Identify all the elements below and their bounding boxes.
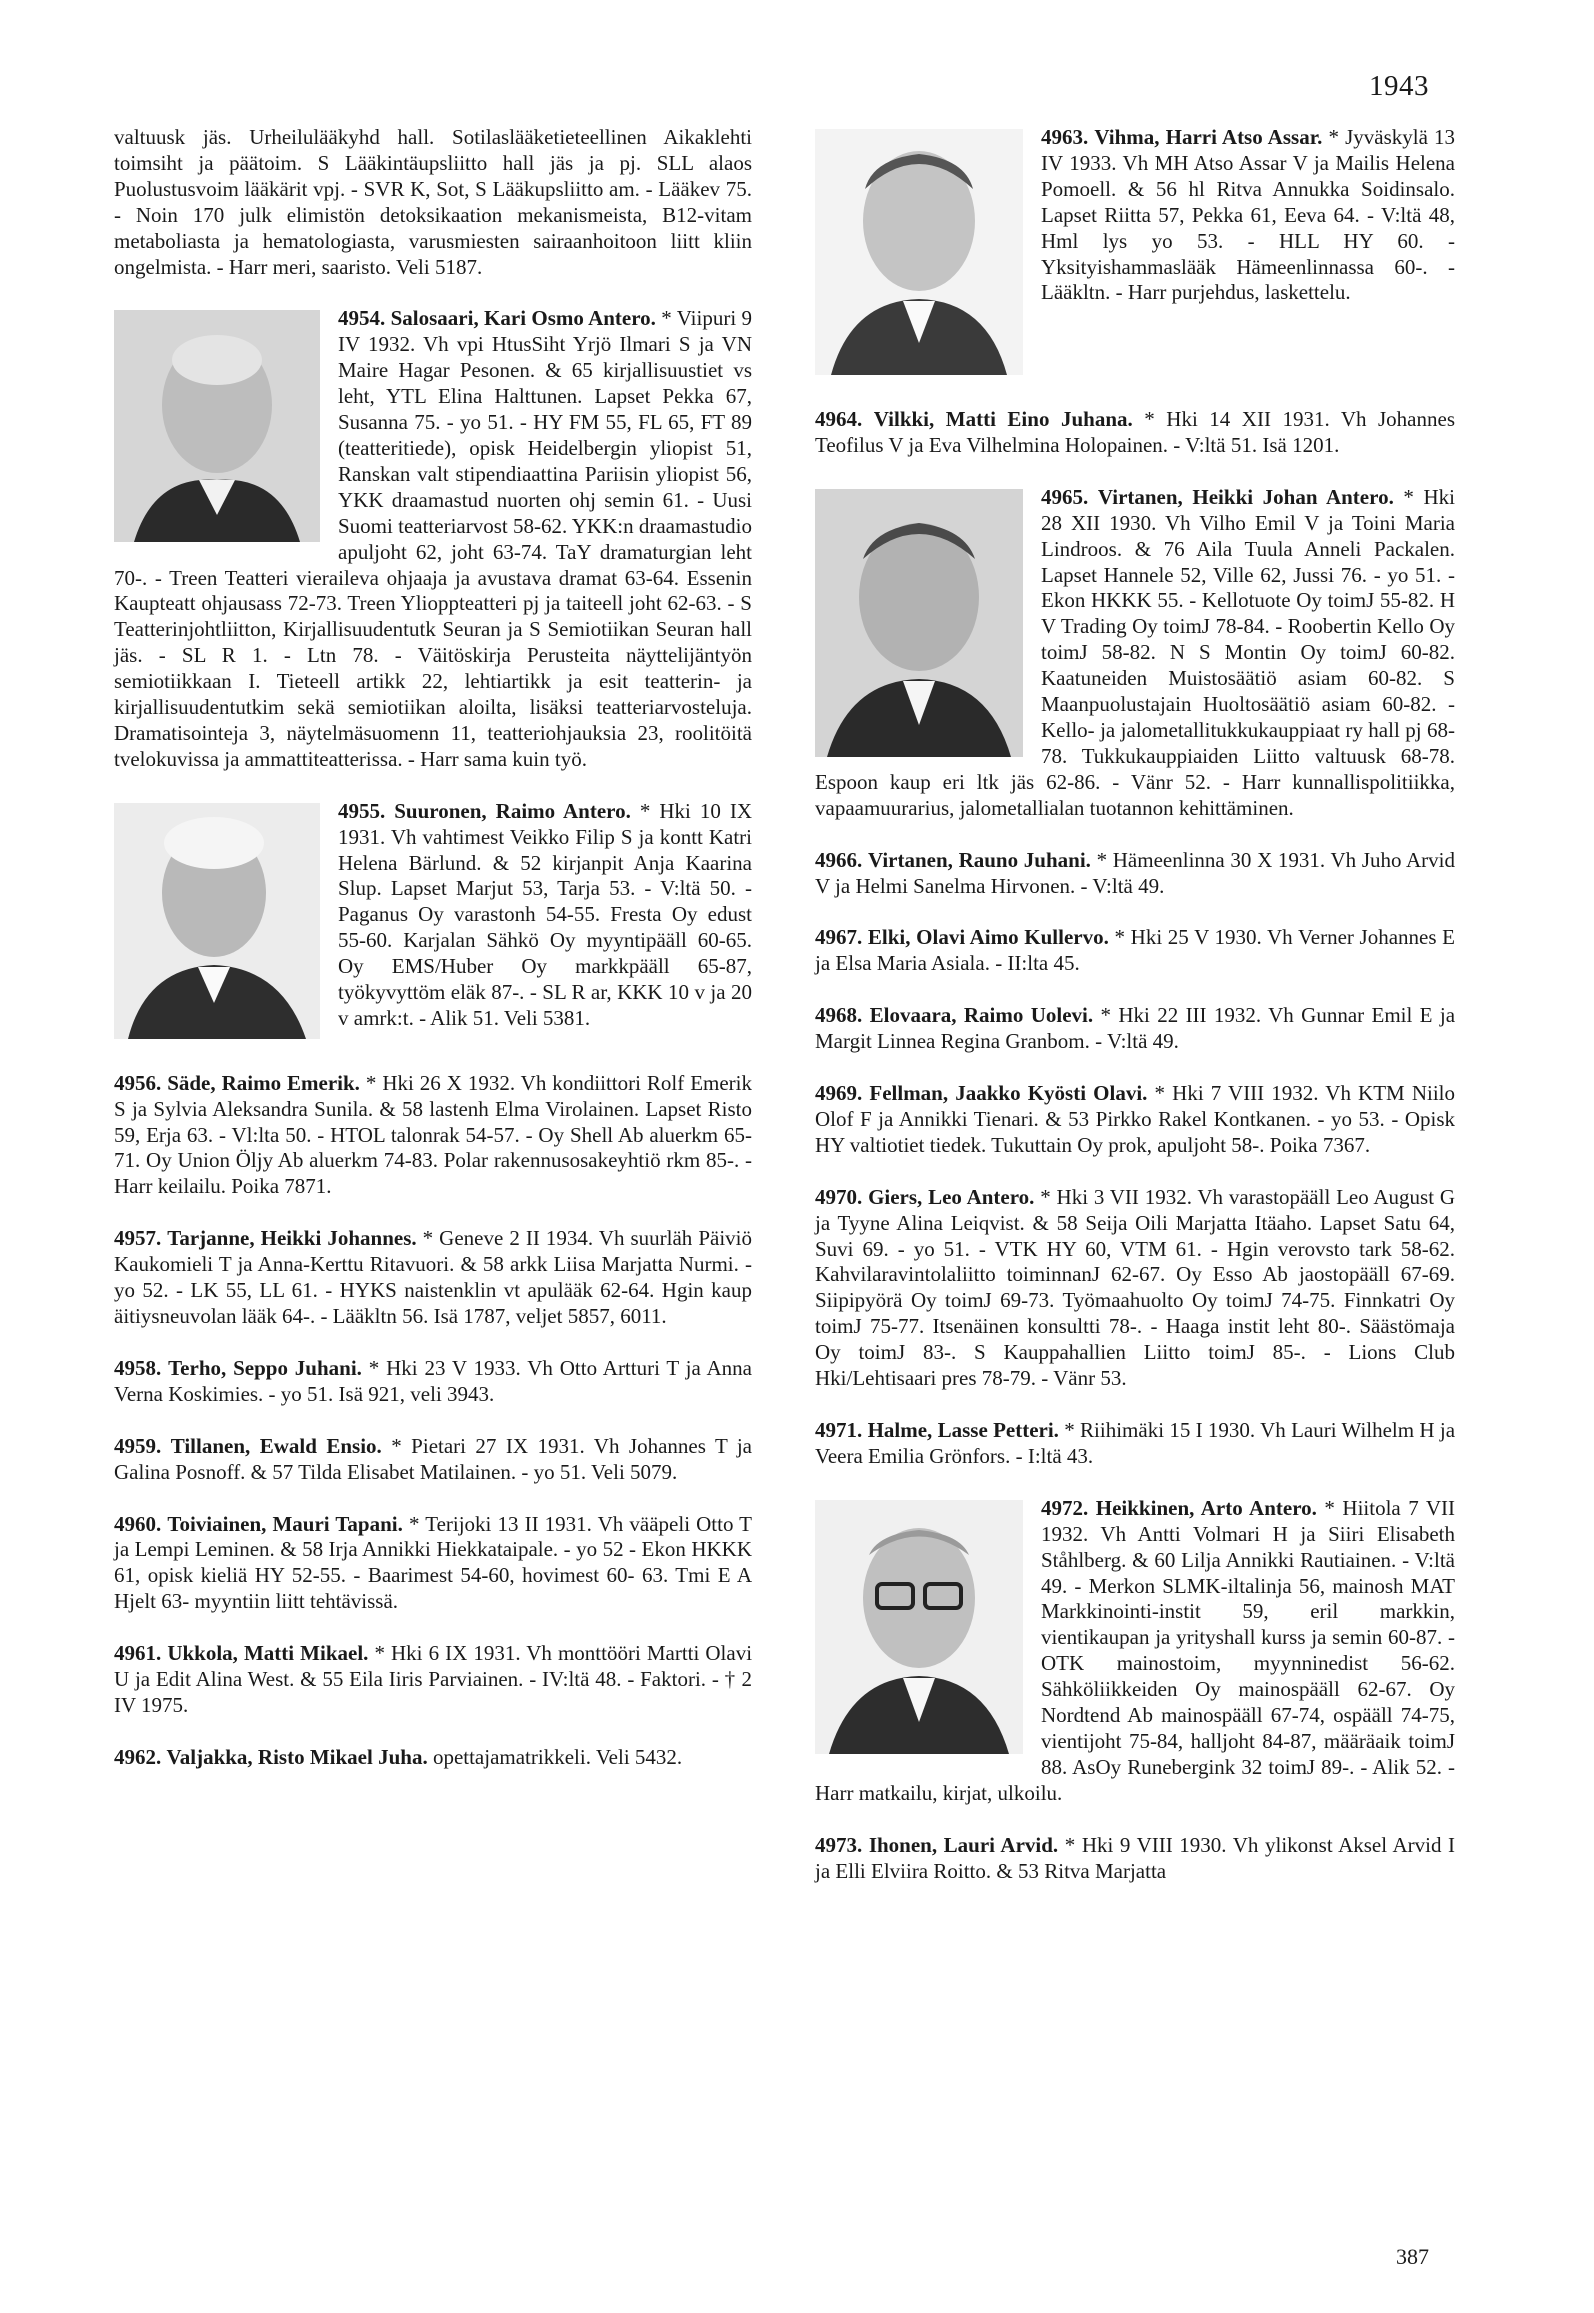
portrait-image [815, 129, 1023, 375]
portrait-photo [114, 310, 320, 542]
entry-4967: 4967. Elki, Olavi Aimo Kullervo. * Hki 25 V 1930. Vh Verner Johannes E ja Elsa Maria Asiala. - II:lta 45. [815, 925, 1456, 976]
entry-number: 4955. [338, 798, 386, 823]
portrait-image [114, 803, 320, 1039]
portrait-photo [815, 129, 1023, 375]
entry-4957: 4957. Tarjanne, Heikki Johannes. * Geneve 2 II 1934. Vh suurläh Päiviö Kaukomieli T ja Anna-Kerttu Ritavuori. & 58 arkk Liisa Marjatta Nurmi. - yo 52. - LK 55, LL 61. - HYKS naistenklin vt apulääk 62-64. Hgin kaup äitiysneuvolan lääk 64-. - Lääkltn 56. Isä 1787, veljet 5857, 6011. [114, 1226, 752, 1328]
entry-4968: 4968. Elovaara, Raimo Uolevi. * Hki 22 III 1932. Vh Gunnar Emil E ja Margit Linnea Regina Granbom. - V:ltä 49. [815, 1003, 1456, 1054]
entry-name: Suuronen, Raimo Antero. [394, 798, 631, 823]
entry-body: * Hiitola 7 VII 1932. Vh Antti Volmari H ja Siiri Elisabeth Ståhlberg. & 60 Lilja Annikki Rautiainen. - V:ltä 49. - Merkon SLMK-iltalinja 56, mainosh MAT Markkinointi-instit 59, eril markkin, vientikaupan ja yrityshall kurss ja semin 60-87. - OTK mainostoim, myynninedist 56-62. Sähköliikkeiden Oy mainospääll 62-67. Oy Nordtend Ab mainospääll 67-74, ospääll 74-75, vientijoht 75-84, halljoht 84-87, määräaik toimJ 88. AsOy Runebergink 32 toimJ 89-. - Alik 52. - Harr matkailu, kirjat, ulkoilu. [815, 1495, 1456, 1805]
entry-name: Virtanen, Heikki Johan Antero. [1097, 484, 1394, 509]
entry-body: * Jyväskylä 13 IV 1933. Vh MH Atso Assar V ja Mailis Helena Pomoell. & 56 hl Ritva Annukka Soidinsalo. Lapset Riitta 57, Pekka 61, Eeva 64. - V:ltä 48, Hml lys yo 53. - HLL HY 60. - Yksityishammaslääk Hämeenlinnassa 60-. - Lääkltn. - Harr purjehdus, laskettelu. [1041, 125, 1456, 305]
entry-4972 [815, 1496, 1455, 1807]
entry-4971: 4971. Halme, Lasse Petteri. * Riihimäki 15 I 1930. Vh Lauri Wilhelm H ja Veera Emilia Grönfors. - I:ltä 43. [815, 1418, 1456, 1468]
entry-4970: 4970. Giers, Leo Antero. * Hki 3 VII 1932. Vh varastopääll Leo August G ja Tyyne Alina Leiqvist. & 58 Seija Oili Marjatta Itäaho. Lapset Satu 64, Suvi 69. - yo 51. - VTK HY 60, VTM 61. - Hgin verovsto tark 58-62. Kahvilaravintolaliitto toiminnanJ 62-67. Oy Esso Ab jaostopääll 67-69. Siipipyörä Oy toimJ 69-73. Työmaahuolto Oy toimJ 74-75. Finnkatri Oy toimJ 75-77. Itsenäinen konsultti 78-. - Haaga instit leht 80-. Säästömaja Oy toimJ 83-. S Kauppahallien Liitto toimJ 85-. - Lions Club Hki/Lehtisaari pres 78-79. - Vänr 53. [815, 1184, 1456, 1391]
entry-number: 4965. [1041, 484, 1089, 509]
entry-4959: 4959. Tillanen, Ewald Ensio. * Pietari 27 IX 1931. Vh Johannes T ja Galina Posnoff. & 57 Tilda Elisabet Matilainen. - yo 51. Veli 5079. [114, 1433, 752, 1484]
right-column [815, 125, 1455, 1911]
portrait-image [114, 310, 320, 542]
entry-number: 4954. [338, 306, 386, 331]
portrait-image [815, 1500, 1023, 1754]
entry-4969: 4969. Fellman, Jaakko Kyösti Olavi. * Hki 7 VIII 1932. Vh KTM Niilo Olof F ja Annikki Tienari. & 53 Pirkko Rakel Kontkanen. - yo 53. - Opisk HY valtiotiet tiedek. Tukuttain Oy prok, apuljoht 58-. Poika 7367. [815, 1081, 1456, 1157]
entry-4965 [815, 485, 1455, 822]
portrait-photo [815, 1500, 1023, 1754]
entry-continuation: valtuusk jäs. Urheilulääkyhd hall. Sotilaslääketieteellinen Aikaklehti toimsiht ja päätoim. S Lääkintäupsliitto hall jäs ja pj. SLL alaos Puolustusvoim lääkärit vpj. - SVR K, Sot, S Lääkupsliitto am. - Lääkev 75. - Noin 170 julk elimistön detoksikaation mekanismeista, B12-vitam metaboliasta ja hematologiasta, varusmiesten sairaanhoitoon liitt kliin ongelmista. - Harr meri, saaristo. Veli 5187. [114, 125, 752, 279]
entry-body: * Hki 28 XII 1930. Vh Vilho Emil V ja Toini Maria Lindroos. & 76 Aila Tuula Anneli Packalen. Lapset Hannele 52, Ville 62, Jussi 76. - yo 51. - Ekon HKKK 55. - Kellotuote Oy toimJ 55-82. H V Trading Oy toimJ 78-84. - Roobertin Kello Oy toimJ 58-82. N S Montin Oy toimJ 60-82. Kaatuneiden Muistosäätiö asiam 60-82. S Maanpuolustajain Huoltosäätiö asiam 60-82. - Kello- ja jalometallitukkukauppiaat ry hall pj 68-78. Tukkukauppiaiden Liitto valtuusk 68-78. Espoon kaup eri ltk jäs 62-86. - Vänr 52. - Harr kunnallispolitiikka, vapaamuurarius, jalometallialan tuotannon kehittäminen. [815, 484, 1456, 820]
portrait-photo [114, 803, 320, 1039]
left-column [114, 125, 752, 1797]
page-number: 387 [1396, 2244, 1429, 2269]
entry-4973: 4973. Ihonen, Lauri Arvid. * Hki 9 VIII 1930. Vh ylikonst Aksel Arvid I ja Elli Elviira Roitto. & 53 Ritva Marjatta [815, 1832, 1456, 1883]
portrait-image [815, 489, 1023, 757]
portrait-photo [815, 489, 1023, 757]
entry-4960: 4960. Toiviainen, Mauri Tapani. * Terijoki 13 II 1931. Vh vääpeli Otto T ja Lempi Leminen. & 58 Irja Annikki Hiekkataipale. - yo 52 - Ekon HKKK 61, opisk kieliä HY 52-55. - Baarimest 54-60, hovimest 60- 63. Tmi E A Hjelt 63- myyntiin liitt tehtävissä. [114, 1511, 753, 1614]
entry-4966: 4966. Virtanen, Rauno Juhani. * Hämeenlinna 30 X 1931. Vh Juho Arvid V ja Helmi Sanelma Hirvonen. - V:ltä 49. [815, 847, 1455, 898]
entry-4964: 4964. Vilkki, Matti Eino Juhana. * Hki 14 XII 1931. Vh Johannes Teofilus V ja Eva Vilhelmina Holopainen. - V:ltä 51. Isä 1201. [815, 407, 1455, 457]
entry-body: * Hki 10 IX 1931. Vh vahtimest Veikko Filip S ja kontt Katri Helena Bärlund. & 52 kirjanpit Anja Kaarina Slup. Lapset Marjut 53, Tarja 53. - V:ltä 50. - Paganus Oy varastonh 54-55. Fresta Oy edust 55-60. Karjalan Sähkö Oy myyntipääll 60-65. Oy EMS/Huber Oy markkpääll 65-87, työkyvyttöm eläk 87-. - SL R ar, KKK 10 v ja 20 v amrk:t. - Alik 51. Veli 5381. [338, 798, 752, 1030]
entry-4963 [815, 125, 1455, 381]
entry-4958: 4958. Terho, Seppo Juhani. * Hki 23 V 1933. Vh Otto Artturi T ja Anna Verna Koskimies. - yo 51. Isä 921, veli 3943. [114, 1355, 753, 1406]
page-year-header: 1943 [1369, 70, 1429, 102]
entry-name: Heikkinen, Arto Antero. [1095, 1495, 1317, 1520]
entry-4956: 4956. Säde, Raimo Emerik. * Hki 26 X 1932. Vh kondiittori Rolf Emerik S ja Sylvia Aleksandra Sunila. & 58 lastenh Elma Virolainen. Lapset Risto 59, Erja 63. - Vl:lta 50. - HTOL talonrak 54-57. - Oy Shell Ab aluerkm 65-71. Oy Union Öljy Ab aluerkm 74-83. Polar rakennusosakeyhtiö rkm 85-. - Harr keilailu. Poika 7871. [114, 1070, 753, 1199]
entry-number: 4963. [1041, 125, 1089, 149]
entry-name: Vihma, Harri Atso Assar. [1094, 125, 1323, 149]
entry-4954 [114, 306, 752, 772]
entry-body: * Viipuri 9 IV 1932. Vh vpi HtusSiht Yrjö Ilmari S ja VN Maire Hagar Pesonen. & 65 kirjallisuustiet vs leht, YTL Elina Halttunen. Lapset Pekka 67, Susanna 75. - yo 51. - HY FM 55, FL 65, FT 89 (teatteritiede), opisk Heidelbergin yliopist 51, Ranskan valt stipendiaattina Pariisin yliopist 56, YKK draamastud nuorten ohj semin 61. - Uusi Suomi teatteriarvost 58-62. YKK:n draamastudio apuljoht 62, joht 63-74. TaY dramaturgian leht 70-. - Treen Teatteri vieraileva ohjaaja ja avustava dramat 63-64. Essenin Kaupteatt ohjausass 72-73. Treen Ylioppteatteri pj ja taiteell joht 62-63. - S Teatterinjohtliitton, Kirjallisuudentutk Seuran ja S Semiotiikan Seuran hall jäs. - SL R 1. - Ltn 78. - Väitöskirja Perusteita näyttelijäntyön semiotiikkaan I. Tieteell artikk 22, lehtiartikk ja esit teatterin- ja kirjallisuudentutkim sekä semiotiikan aloilta, lisäksi teatteriarvosteluja. Dramatisointeja 3, näytelmäsuomenn 11, teatteriohjauksia 23, roolitöitä tvelokuvissa ja ammattiteatterissa. - Harr sama kuin työ. [114, 306, 753, 771]
entry-number: 4972. [1041, 1495, 1089, 1520]
entry-4961: 4961. Ukkola, Matti Mikael. * Hki 6 IX 1931. Vh monttööri Martti Olavi U ja Edit Alina West. & 55 Eila Iiris Parviainen. - IV:ltä 48. - Faktori. - † 2 IV 1975. [114, 1641, 753, 1717]
entry-4955 [114, 799, 752, 1045]
entry-name: Salosaari, Kari Osmo Antero. [390, 306, 656, 331]
entry-4962: 4962. Valjakka, Risto Mikael Juha. opettajamatrikkeli. Veli 5432. [114, 1744, 683, 1769]
